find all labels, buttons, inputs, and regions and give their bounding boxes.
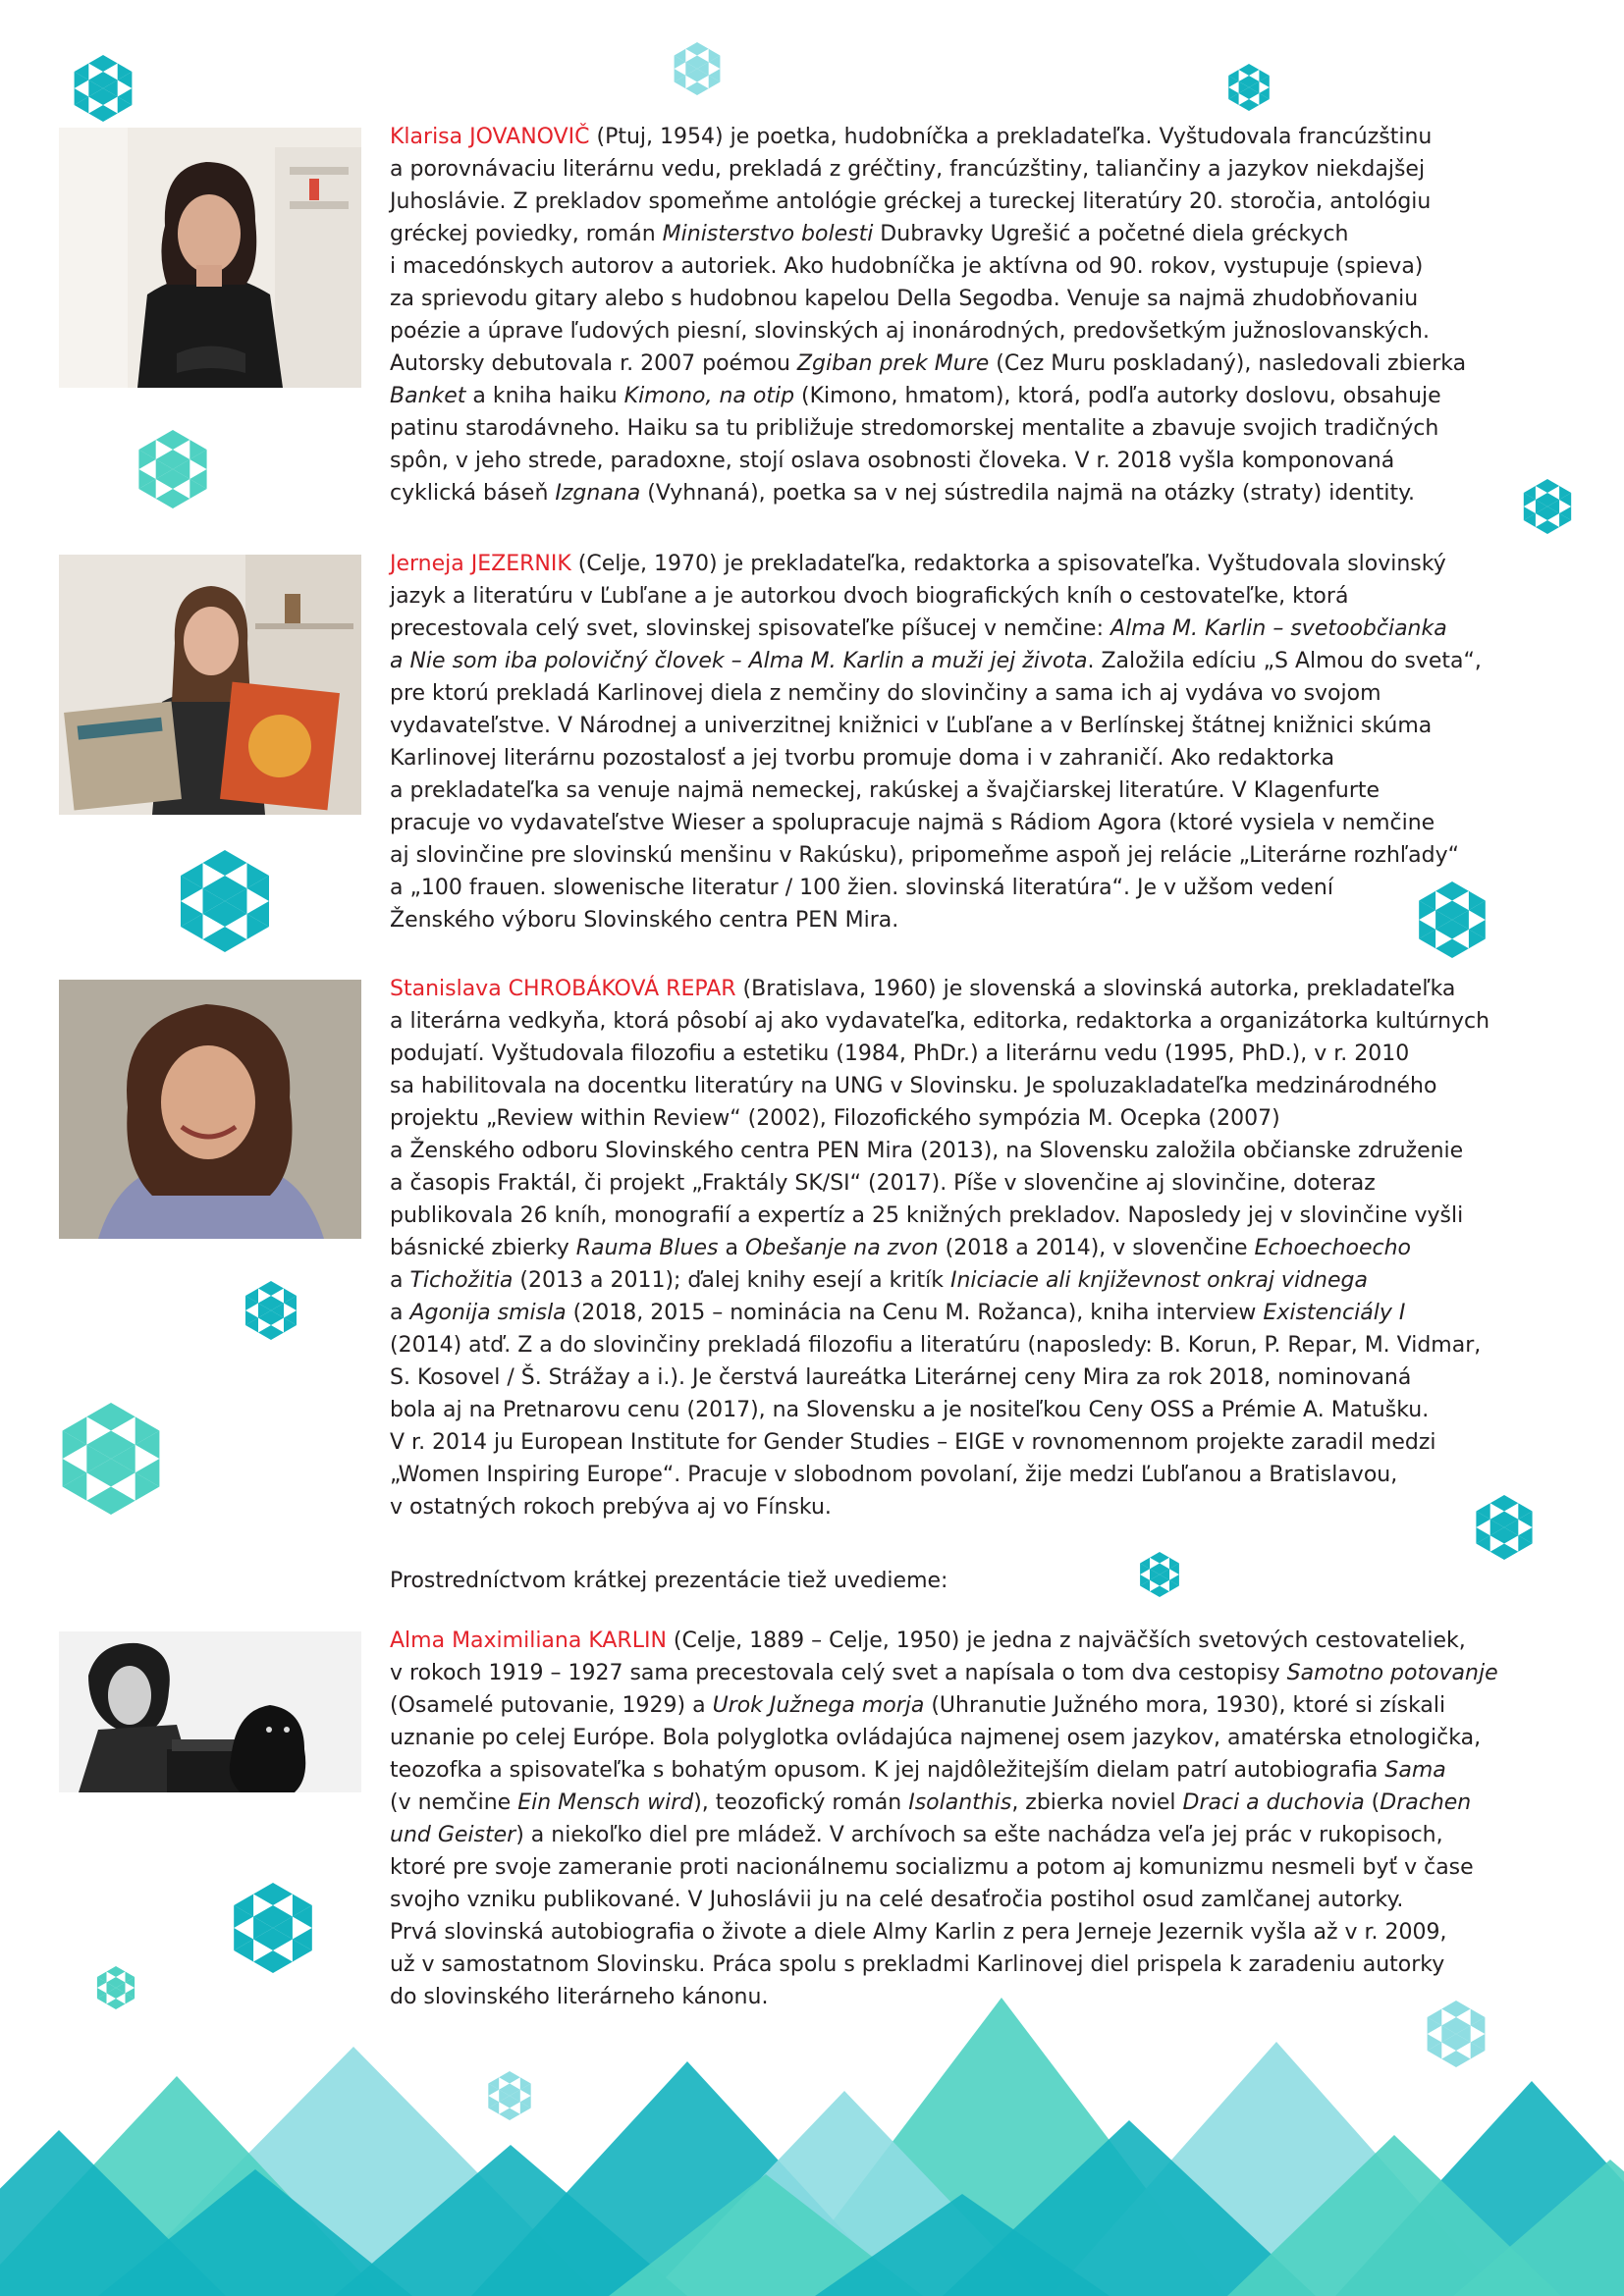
author-name: Klarisa JOVANOVIČ bbox=[390, 125, 590, 149]
bio-line bbox=[390, 1232, 1588, 1264]
snowflake-icon bbox=[234, 1883, 312, 1973]
bio-line bbox=[390, 548, 1588, 580]
bio-line bbox=[390, 613, 1588, 645]
italic-title: a Nie som iba polovičný človek – Alma M. Karlin a muži jej života bbox=[390, 649, 1088, 673]
bio-text: bola aj na Pretnarovu cenu (2017), na Slovensku a je nositeľkou Ceny OSS a Prémie A. Matušku. bbox=[390, 1398, 1430, 1422]
bio-text: Autorsky debutovala r. 2007 poémou bbox=[390, 351, 797, 376]
italic-title: Draci a duchovia bbox=[1182, 1790, 1365, 1815]
bio-line bbox=[390, 774, 1588, 807]
snowflake-facet bbox=[203, 850, 226, 876]
bio-text: (Uhranutie Južného mora, 1930), ktoré si získali bbox=[924, 1693, 1446, 1718]
bio-line bbox=[390, 1135, 1588, 1167]
snowflake-facet bbox=[273, 1883, 293, 1905]
italic-title: Rauma Blues bbox=[575, 1236, 719, 1260]
snowflake-facet bbox=[1150, 1586, 1160, 1598]
snowflake-facet bbox=[253, 1883, 273, 1905]
presentation-note: Prostredníctvom krátkej prezentácie tiež uvedieme: bbox=[390, 1569, 948, 1593]
bio-text: ), teozofický román bbox=[693, 1790, 909, 1815]
bio-line bbox=[390, 872, 1588, 904]
bio-line bbox=[390, 807, 1588, 839]
bio-text: aj slovinčine pre slovinskú menšinu v Rakúsku), pripomeňme aspoň jej relácie „Literárne rozhľady“ bbox=[390, 843, 1460, 868]
bio-text: Juhoslávie. Z prekladov spomeňme antológie gréckej a tureckej literatúry 20. storočia, antológiu bbox=[390, 189, 1432, 214]
bio-chrobakova-repar bbox=[390, 973, 1588, 1523]
snowflake-facet bbox=[271, 1281, 284, 1296]
bio-text: pracuje vo vydavateľstve Wieser a spolupracuje najmä s Rádiom Agora (ktoré vysiela v nemčine bbox=[390, 811, 1435, 835]
snowflake-facet bbox=[253, 1950, 273, 1973]
bio-text: gréckej poviedky, román bbox=[390, 222, 663, 246]
snowflake-facet bbox=[1490, 1544, 1504, 1561]
snowflake-facet bbox=[685, 82, 697, 96]
bio-line bbox=[390, 1787, 1588, 1819]
bio-text: spôn, v jeho strede, paradoxne, stojí oslava osobnosti človeka. V r. 2018 vyšla komponovaná bbox=[390, 449, 1395, 473]
snowflake-facet bbox=[1160, 1586, 1169, 1598]
bio-text: (Ptuj, 1954) je poetka, hudobníčka a prekladateľka. Vyštudovala francúzštinu bbox=[589, 125, 1433, 149]
snowflake-facet bbox=[111, 1487, 135, 1516]
snowflake-facet bbox=[1239, 99, 1249, 111]
italic-title: Agonija smisla bbox=[409, 1301, 567, 1325]
bio-jezernik bbox=[390, 548, 1588, 936]
bio-text: , zbierka noviel bbox=[1011, 1790, 1183, 1815]
snowflake-icon bbox=[138, 430, 206, 508]
snowflake-facet bbox=[258, 1281, 271, 1296]
snowflake-facet bbox=[1456, 2051, 1471, 2067]
bio-text: Dubravky Ugrešić a početné diela gréckych bbox=[873, 222, 1349, 246]
snowflake-facet bbox=[203, 927, 226, 952]
bio-line bbox=[390, 1038, 1588, 1070]
bio-text: (Vyhnaná), poetka sa v nej sústredila najmä na otázky (straty) identity. bbox=[640, 481, 1416, 506]
snowflake-facet bbox=[111, 1403, 135, 1431]
bio-line bbox=[390, 580, 1588, 613]
author-photo-jezernik bbox=[59, 555, 361, 815]
italic-title: Existenciály I bbox=[1263, 1301, 1406, 1325]
bio-line bbox=[390, 677, 1588, 710]
snowflake-facet bbox=[1536, 520, 1547, 534]
bio-line bbox=[390, 1722, 1588, 1754]
snowflake-icon bbox=[97, 1966, 135, 2009]
snowflake-icon bbox=[181, 850, 269, 952]
bio-line bbox=[390, 973, 1588, 1005]
bio-line bbox=[390, 904, 1588, 936]
bio-text: Ženského výboru Slovinského centra PEN Mira. bbox=[390, 908, 899, 933]
bio-line bbox=[390, 380, 1588, 412]
bio-line bbox=[390, 1362, 1588, 1394]
bio-text: „Women Inspiring Europe“. Pracuje v slobodnom povolaní, žije medzi Ľubľanou a Bratislavou, bbox=[390, 1463, 1398, 1487]
bio-line bbox=[390, 1819, 1588, 1851]
italic-title: und Geister bbox=[390, 1823, 516, 1847]
bio-text: pre ktorú prekladá Karlinovej diela z nemčiny do slovinčiny a sama ich aj vydáva vo svojom bbox=[390, 681, 1381, 706]
snowflake-facet bbox=[103, 55, 118, 72]
bio-line bbox=[390, 1949, 1588, 1981]
bio-text: (Osamelé putovanie, 1929) a bbox=[390, 1693, 713, 1718]
bio-text: jazyk a literatúru v Ľubľane a je autorkou dvoch biografických kníh o cestovateľke, ktorá bbox=[390, 584, 1349, 609]
bio-line bbox=[390, 839, 1588, 872]
bio-text: patinu starodávneho. Haiku sa tu približuje stredomorskej mentalite a zbavuje svojich tradičných bbox=[390, 416, 1439, 441]
bio-text: (2014) atď. Z a do slovinčiny prekladá filozofiu a literatúru (naposledy: B. Korun, P. Repar, M. Vidmar, bbox=[390, 1333, 1482, 1358]
bio-text: ) a niekoľko diel pre mládež. V archívoch sa ešte nachádza veľa jej prác v rukopisoch, bbox=[515, 1823, 1443, 1847]
bio-line bbox=[390, 1070, 1588, 1102]
italic-title: Banket bbox=[390, 384, 466, 408]
bio-line bbox=[390, 283, 1588, 315]
snowflake-facet bbox=[86, 1403, 111, 1431]
bio-text: i macedónskych autorov a autoriek. Ako hudobníčka je aktívna od 90. rokov, vystupuje (spieva) bbox=[390, 254, 1424, 279]
bio-text: vydavateľstve. V Národnej a univerzitnej knižnici v Ľubľane a v Berlínskej štátnej knižnici skúma bbox=[390, 714, 1433, 738]
italic-title: Kimono, na otip bbox=[623, 384, 795, 408]
bio-text: a kniha haiku bbox=[465, 384, 624, 408]
snowflake-icon bbox=[488, 2071, 530, 2120]
bio-line bbox=[390, 1981, 1588, 2013]
bio-text: a Ženského odboru Slovinského centra PEN Mira (2013), na Slovensku založila občianske združenie bbox=[390, 1139, 1464, 1163]
bio-text: Karlinovej literárnu pozostalosť a jej tvorbu promuje doma i v zahraničí. Ako redaktorka bbox=[390, 746, 1335, 771]
bio-text: (2018, 2015 – nominácia na Cenu M. Rožanca), kniha interview bbox=[566, 1301, 1264, 1325]
bio-text: a porovnávaciu literárnu vedu, prekladá z gréčtiny, francúzštiny, taliančiny a jazykov niekdajšej bbox=[390, 157, 1426, 182]
snowflake-icon bbox=[75, 55, 133, 122]
bio-jovanovic bbox=[390, 121, 1588, 509]
snowflake-facet bbox=[103, 105, 118, 122]
snowflake-icon bbox=[1140, 1552, 1179, 1597]
snowflake-facet bbox=[225, 927, 247, 952]
author-name: Jerneja JEZERNIK bbox=[390, 552, 571, 576]
bio-line bbox=[390, 1754, 1588, 1787]
italic-title: Alma M. Karlin – svetoobčianka bbox=[1110, 616, 1447, 641]
bio-text: S. Kosovel / Š. Strážay a i.). Je čerstvá laureátka Literárnej ceny Mira za rok 2018, nominovaná bbox=[390, 1365, 1412, 1390]
italic-title: Sama bbox=[1384, 1758, 1446, 1783]
bio-line bbox=[390, 1459, 1588, 1491]
bio-text: v rokoch 1919 – 1927 sama precestovala celý svet a napísala o tom dva cestopisy bbox=[390, 1661, 1287, 1685]
bio-text: za sprievodu gitary alebo s hudobnou kapelou Della Segodba. Venuje sa najmä zhudobňovaniu bbox=[390, 287, 1419, 311]
bio-text: ktoré pre svoje zameranie proti nacionálnemu socializmu a potom aj komunizmu nesmeli byť v čase bbox=[390, 1855, 1474, 1880]
italic-title: Tichožitia bbox=[409, 1268, 514, 1293]
bio-line bbox=[390, 347, 1588, 380]
bio-karlin bbox=[390, 1625, 1588, 2013]
snowflake-facet bbox=[271, 1325, 284, 1340]
bio-text: teozofka a spisovateľka s bohatým opusom. K jej najdôležitejším dielam patrí autobiografia bbox=[390, 1758, 1385, 1783]
snowflake-facet bbox=[1435, 939, 1452, 959]
bio-text: poézie a úprave ľudových piesní, slovinských aj inonárodných, predovšetkým južnoslovanských. bbox=[390, 319, 1430, 344]
author-photo-jovanovic bbox=[59, 128, 361, 388]
snowflake-facet bbox=[156, 489, 173, 508]
bio-line bbox=[390, 1689, 1588, 1722]
bio-text: básnické zbierky bbox=[390, 1236, 576, 1260]
snowflake-facet bbox=[107, 1966, 117, 1977]
bio-text: a prekladateľka sa venuje najmä nemeckej, rakúskej a švajčiarskej literatúre. V Klagenfurte bbox=[390, 778, 1380, 803]
snowflake-facet bbox=[273, 1950, 293, 1973]
bio-text: a časopis Fraktál, či projekt „Fraktály SK/SI“ (2017). Píše v slovenčine aj slovinčine, doteraz bbox=[390, 1171, 1376, 1196]
snowflake-facet bbox=[510, 2109, 520, 2121]
bio-text: a „100 frauen. slowenische literatur / 100 žien. slovinská literatúra“. Je v užšom vedení bbox=[390, 876, 1333, 900]
bio-text: (2013 a 2011); ďalej knihy esejí a kritík bbox=[513, 1268, 950, 1293]
bio-text: projektu „Review within Review“ (2002), Filozofického sympózia M. Ocepka (2007) bbox=[390, 1106, 1280, 1131]
snowflake-facet bbox=[1504, 1544, 1518, 1561]
bio-line bbox=[390, 742, 1588, 774]
author-photo-karlin bbox=[59, 1631, 361, 1792]
bio-line bbox=[390, 153, 1588, 186]
bio-line bbox=[390, 645, 1588, 677]
bio-text: a bbox=[390, 1301, 410, 1325]
snowflake-facet bbox=[86, 1487, 111, 1516]
italic-title: Echoechoecho bbox=[1254, 1236, 1411, 1260]
snowflake-icon bbox=[675, 42, 721, 95]
bio-line bbox=[390, 1426, 1588, 1459]
bio-line bbox=[390, 1005, 1588, 1038]
italic-title: Iniciacie ali književnost onkraj vidnega bbox=[949, 1268, 1368, 1293]
bio-text: (v nemčine bbox=[390, 1790, 518, 1815]
italic-title: Ministerstvo bolesti bbox=[662, 222, 874, 246]
bio-text: cyklická báseň bbox=[390, 481, 556, 506]
snowflake-facet bbox=[156, 430, 173, 450]
bio-text: svojho vzniku publikované. V Juhoslávii ju na celé desaťročia postihol osud zamlčanej autorky. bbox=[390, 1888, 1404, 1912]
bio-line bbox=[390, 1297, 1588, 1329]
bio-text: (Cez Muru poskladaný), nasledovali zbierka bbox=[989, 351, 1467, 376]
snowflake-facet bbox=[173, 489, 189, 508]
bio-text: precestovala celý svet, slovinskej spisovateľke píšucej v nemčine: bbox=[390, 616, 1110, 641]
bio-line bbox=[390, 1167, 1588, 1200]
bio-text: (Kimono, hmatom), ktorá, podľa autorky doslovu, obsahuje bbox=[794, 384, 1441, 408]
snowflake-facet bbox=[499, 2071, 510, 2084]
snowflake-facet bbox=[499, 2109, 510, 2121]
snowflake-facet bbox=[1239, 64, 1249, 76]
bio-line bbox=[390, 477, 1588, 509]
snowflake-facet bbox=[116, 1966, 126, 1977]
snowflake-icon bbox=[63, 1403, 160, 1515]
bio-text: (2018 a 2014), v slovenčine bbox=[938, 1236, 1255, 1260]
bio-text: podujatí. Vyštudovala filozofiu a estetiku (1984, PhDr.) a literárnu vedu (1995, PhD.), v r. 2010 bbox=[390, 1041, 1410, 1066]
bio-text: (Celje, 1889 – Celje, 1950) je jedna z najväčších svetových cestovateliek, bbox=[666, 1629, 1466, 1653]
snowflake-facet bbox=[1160, 1552, 1169, 1564]
italic-title: Urok Južnega morja bbox=[712, 1693, 925, 1718]
snowflake-facet bbox=[1150, 1552, 1160, 1564]
bio-text: (Celje, 1970) je prekladateľka, redaktorka a spisovateľka. Vyštudovala slovinský bbox=[570, 552, 1446, 576]
bio-line bbox=[390, 1916, 1588, 1949]
bio-line bbox=[390, 1200, 1588, 1232]
snowflake-facet bbox=[173, 430, 189, 450]
italic-title: Zgiban prek Mure bbox=[796, 351, 990, 376]
snowflake-facet bbox=[510, 2071, 520, 2084]
bio-line bbox=[390, 1329, 1588, 1362]
author-name: Stanislava CHROBÁKOVÁ REPAR bbox=[390, 977, 736, 1001]
italic-title: Izgnana bbox=[555, 481, 641, 506]
snowflake-facet bbox=[1249, 64, 1259, 76]
snowflake-facet bbox=[697, 42, 709, 56]
bio-text: . Založila edíciu „S Almou do sveta“, bbox=[1087, 649, 1482, 673]
bio-line bbox=[390, 121, 1588, 153]
italic-title: Drachen bbox=[1380, 1790, 1472, 1815]
bio-line bbox=[390, 1491, 1588, 1523]
snowflake-facet bbox=[88, 105, 103, 122]
snowflake-facet bbox=[107, 1999, 117, 2009]
snowflake-facet bbox=[88, 55, 103, 72]
bio-line bbox=[390, 250, 1588, 283]
snowflake-facet bbox=[258, 1325, 271, 1340]
bio-line bbox=[390, 1394, 1588, 1426]
snowflake-facet bbox=[225, 850, 247, 876]
bio-text: Prvá slovinská autobiografia o živote a diele Almy Karlin z pera Jerneje Jezernik vyšla až v r. 2009, bbox=[390, 1920, 1447, 1945]
italic-title: Isolanthis bbox=[908, 1790, 1012, 1815]
bio-text: sa habilitovala na docentku literatúry na UNG v Slovinsku. Je spoluzakladateľka medzinárodného bbox=[390, 1074, 1437, 1098]
snowflake-icon bbox=[245, 1281, 297, 1340]
bio-text: publikovala 26 kníh, monografií a expertíz a 25 knižných prekladov. Naposledy jej v slovinčine vyšli bbox=[390, 1203, 1464, 1228]
bio-text: ( bbox=[1364, 1790, 1380, 1815]
author-name: Alma Maximiliana KARLIN bbox=[390, 1629, 667, 1653]
bio-text: do slovinského literárneho kánonu. bbox=[390, 1985, 769, 2009]
bio-text: už v samostatnom Slovinsku. Práca spolu s prekladmi Karlinovej diel prispela k zaradeniu autorky bbox=[390, 1952, 1445, 1977]
bio-text: v ostatných rokoch prebýva aj vo Fínsku. bbox=[390, 1495, 832, 1520]
bio-line bbox=[390, 218, 1588, 250]
snowflake-facet bbox=[1249, 99, 1259, 111]
bio-text: (Bratislava, 1960) je slovenská a slovinská autorka, prekladateľka bbox=[735, 977, 1456, 1001]
bio-text: a literárna vedkyňa, ktorá pôsobí aj ako vydavateľka, editorka, redaktorka a organizátorka kultúrnych bbox=[390, 1009, 1490, 1034]
bio-line bbox=[390, 1884, 1588, 1916]
bio-text: uznanie po celej Európe. Bola polyglotka ovládajúca najmenej osem jazykov, amatérska etnologička, bbox=[390, 1726, 1482, 1750]
bio-line bbox=[390, 1625, 1588, 1657]
snowflake-facet bbox=[1441, 2051, 1456, 2067]
bio-line bbox=[390, 1851, 1588, 1884]
bio-line bbox=[390, 1657, 1588, 1689]
snowflake-icon bbox=[1228, 64, 1270, 111]
bio-line bbox=[390, 1102, 1588, 1135]
italic-title: Ein Mensch wird bbox=[517, 1790, 694, 1815]
bio-line bbox=[390, 186, 1588, 218]
bio-text: V r. 2014 ju European Institute for Gender Studies – EIGE v rovnomennom projekte zaradil medzi bbox=[390, 1430, 1436, 1455]
italic-title: Samotno potovanje bbox=[1286, 1661, 1498, 1685]
snowflake-facet bbox=[1452, 939, 1469, 959]
snowflake-facet bbox=[1547, 520, 1559, 534]
bio-line bbox=[390, 412, 1588, 445]
bio-text: a bbox=[390, 1268, 410, 1293]
bio-text: a bbox=[718, 1236, 745, 1260]
snowflake-facet bbox=[685, 42, 697, 56]
snowflake-facet bbox=[116, 1999, 126, 2009]
bio-line bbox=[390, 1264, 1588, 1297]
bio-line bbox=[390, 445, 1588, 477]
author-photo-chrobakova-repar bbox=[59, 980, 361, 1239]
italic-title: Obešanje na zvon bbox=[744, 1236, 939, 1260]
bio-line bbox=[390, 710, 1588, 742]
bio-line bbox=[390, 315, 1588, 347]
snowflake-facet bbox=[697, 82, 709, 96]
